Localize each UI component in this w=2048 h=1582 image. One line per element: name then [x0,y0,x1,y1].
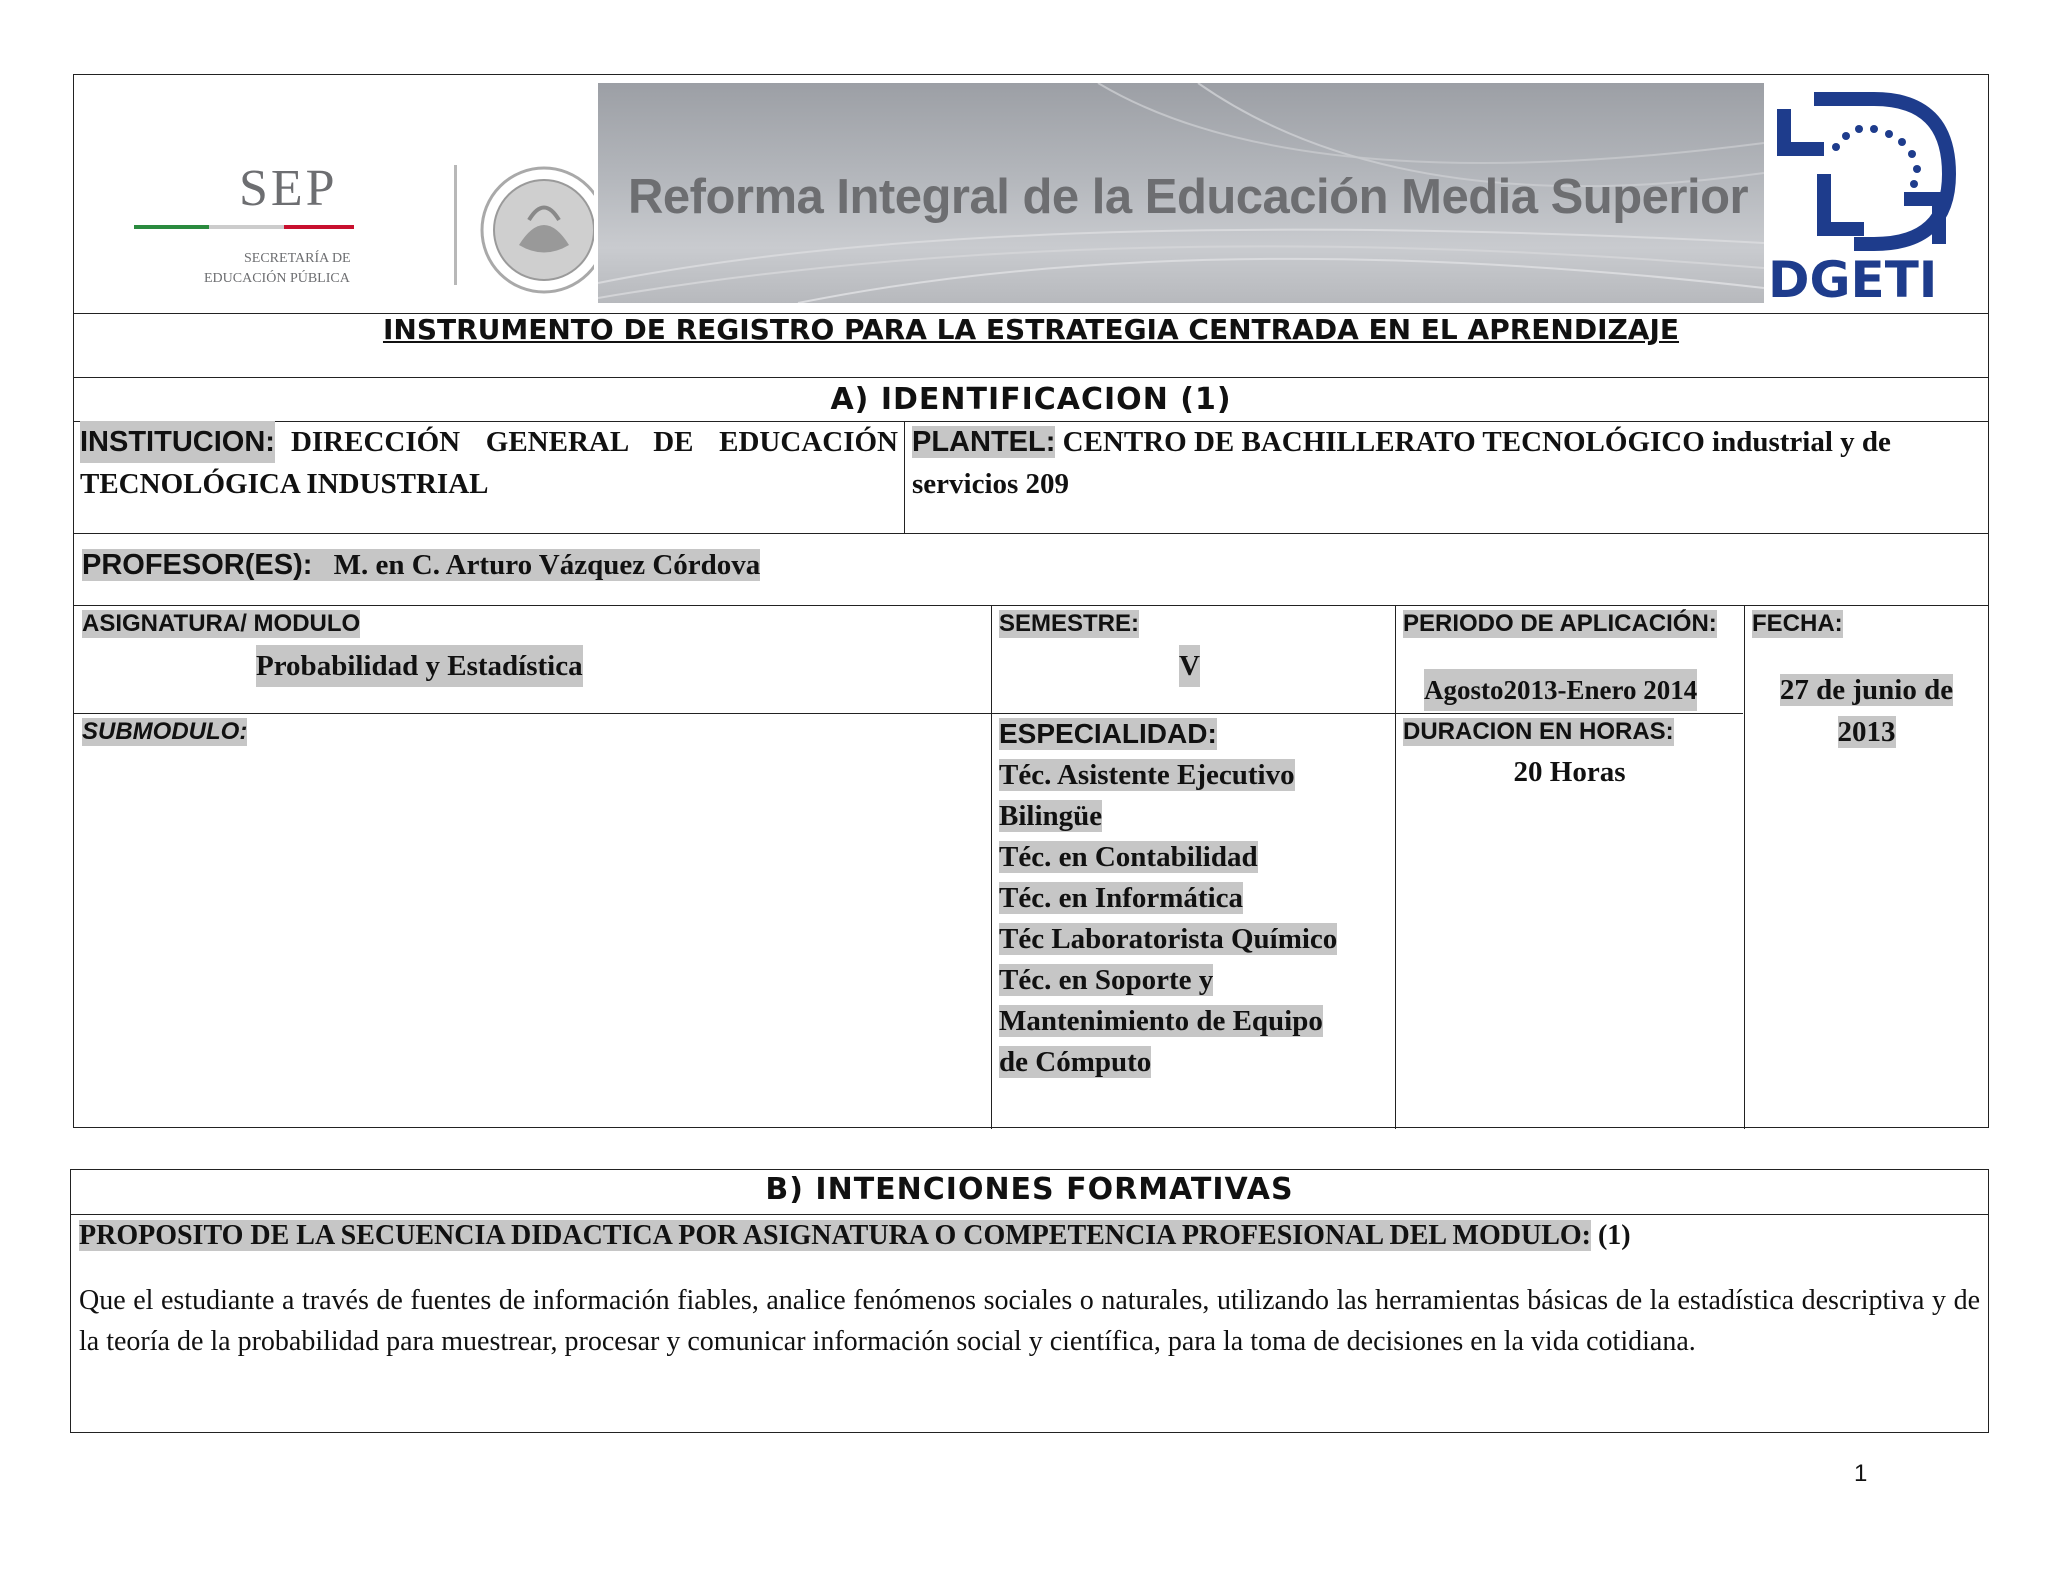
duracion-label: DURACION EN HORAS: [1403,718,1674,745]
purpose-title: PROPOSITO DE LA SECUENCIA DIDACTICA POR ASIGNATURA O COMPETENCIA PROFESIONAL DEL MODULO: [79,1220,1591,1251]
dgeti-logo-icon [1764,79,1982,307]
national-seal-icon [482,168,594,292]
asignatura-label: ASIGNATURA/ MODULO [82,610,361,637]
intenciones-table [70,1169,1989,1433]
especialidad-item: Mantenimiento de Equipo [999,1005,1323,1037]
especialidad-item: de Cómputo [999,1046,1152,1078]
duracion-value: 20 Horas [1513,756,1626,788]
especialidad-item: Téc. en Contabilidad [999,841,1258,873]
periodo-label: PERIODO DE APLICACIÓN: [1403,610,1717,637]
asignatura-value: Probabilidad y Estadística [256,645,583,687]
institucion-cell [80,421,898,505]
submodulo-label: SUBMODULO: [82,718,248,745]
fecha-label: FECHA: [1752,610,1843,637]
semestre-value: V [1179,645,1200,687]
fecha-cell [1744,669,1989,753]
identification-table [73,74,1989,1128]
profesor-value: M. en C. Arturo Vázquez Córdova [333,549,761,581]
section-a-title: A) IDENTIFICACION (1) [830,382,1232,417]
plantel-line2: servicios 209 [912,468,1070,500]
sep-logo-icon [124,135,594,310]
banner-title: Reforma Integral de la Educación Media Superior [628,170,1749,224]
plantel-cell [912,421,1982,505]
document-title: INSTRUMENTO DE REGISTRO PARA LA ESTRATEGIA CENTRADA EN EL APRENDIZAJE [382,313,1680,346]
profesor-cell [82,533,760,597]
fecha-line2: 2013 [1837,716,1896,748]
periodo-value: Agosto2013-Enero 2014 [1424,669,1697,711]
especialidad-item: Téc. en Soporte y [999,964,1214,996]
institucion-line2: TECNOLÓGICA INDUSTRIAL [80,468,489,500]
page-number: 1 [1854,1460,1868,1487]
fecha-line1: 27 de junio de [1779,674,1954,706]
plantel-line1: CENTRO DE BACHILLERATO TECNOLÓGICO industrial y de [1062,426,1891,458]
especialidad-label: ESPECIALIDAD: [999,718,1217,749]
sep-logo-text: SEP [239,160,338,217]
profesor-label: PROFESOR(ES): [82,549,313,581]
purpose-ref: (1) [1597,1220,1631,1251]
especialidad-list [999,755,1337,1083]
especialidad-item: Téc. en Informática [999,882,1244,914]
especialidad-item: Téc Laboratorista Químico [999,923,1338,955]
institucion-line1: DIRECCIÓN GENERAL DE EDUCACIÓN [290,426,898,458]
semestre-label: SEMESTRE: [999,610,1140,637]
sep-subtitle-1: SECRETARÍA DE [244,251,351,266]
especialidad-item: Bilingüe [999,800,1103,832]
dgeti-logo-text: DGETI [1768,251,1938,307]
purpose-heading [79,1220,1631,1252]
riems-banner [598,83,1764,303]
especialidad-item: Téc. Asistente Ejecutivo [999,759,1295,791]
section-b-title: B) INTENCIONES FORMATIVAS [765,1172,1294,1207]
sep-subtitle-2: EDUCACIÓN PÚBLICA [204,271,350,286]
plantel-label: PLANTEL: [912,426,1056,458]
purpose-text: Que el estudiante a través de fuentes de información fiables, analice fenómenos sociales o naturales, utilizando las herramientas básicas de la estadística descriptiva y de la teoría de la probabilidad para muestrear, procesar y comunicar información social y científica, para la toma de decisiones en la vida cotidiana. [79,1285,1980,1357]
institucion-label: INSTITUCION: [80,421,275,463]
